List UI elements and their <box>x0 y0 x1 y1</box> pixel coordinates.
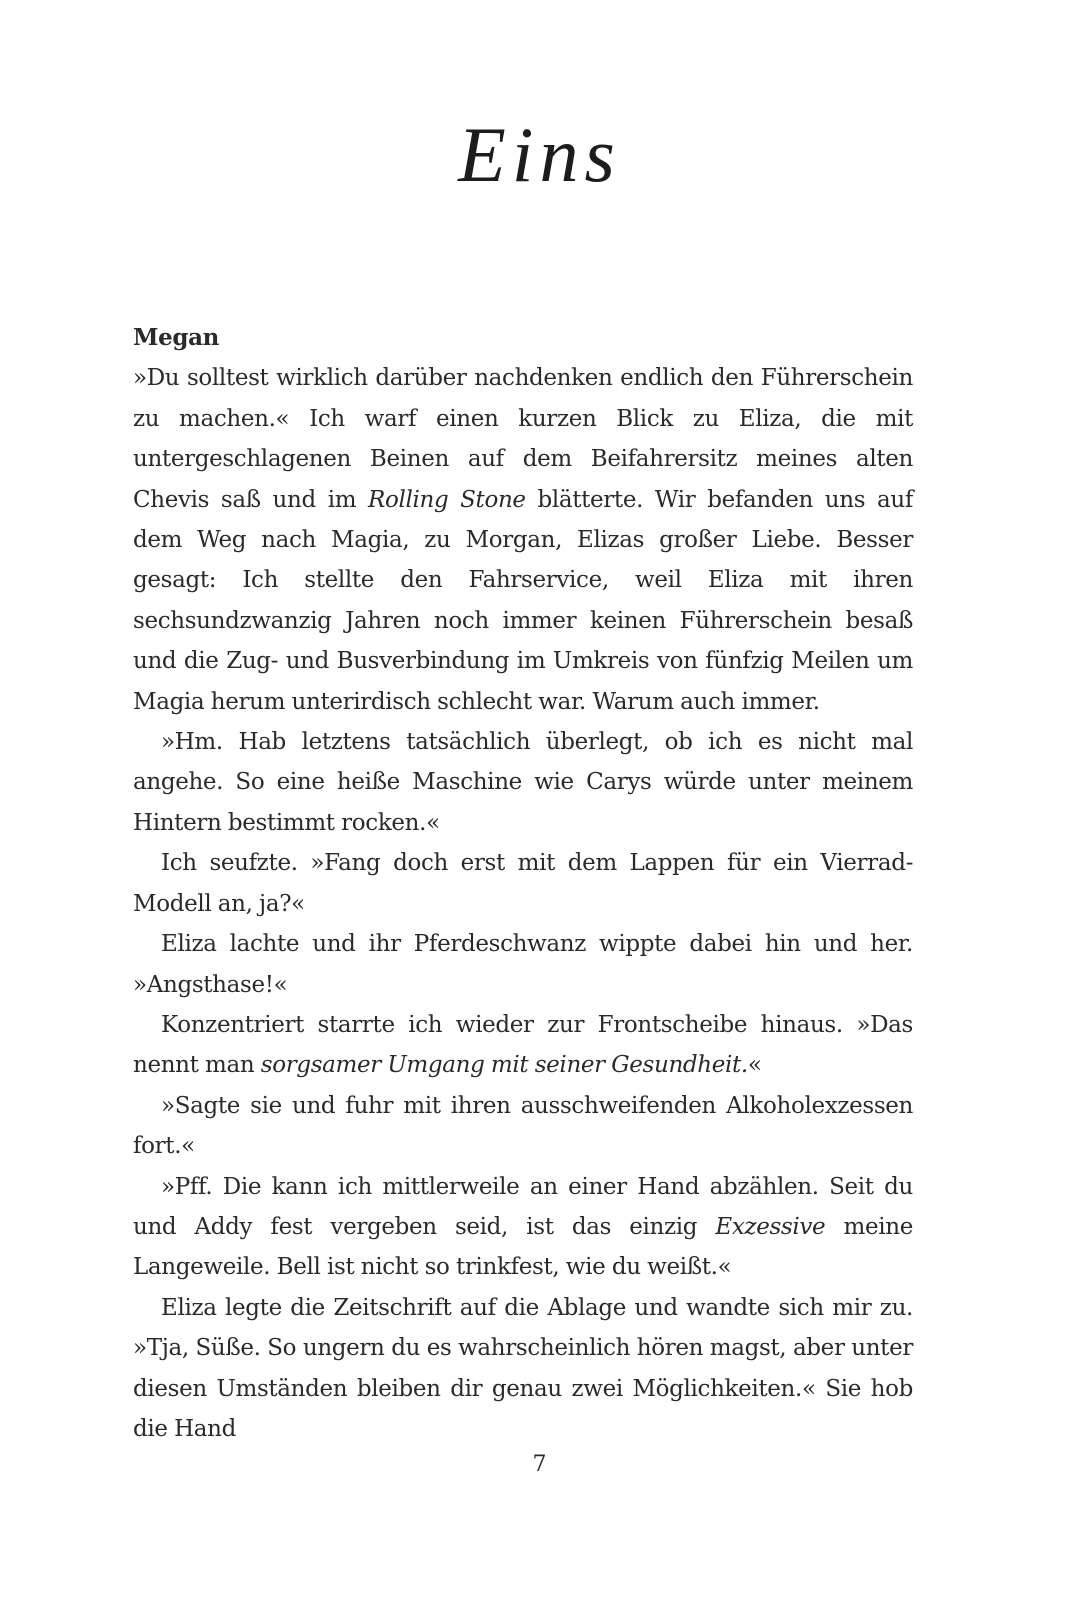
paragraph-1-rest: blätterte. Wir befanden uns auf dem Weg nach Magia, zu Morgan, Elizas großer Liebe. Besser gesagt: Ich stellte den Fahrservice, weil Eliza mit ihren sechsundzwanzig Jahren noch immer keinen Führerschein besaß und die Zug- und Busverbindung im Umkreis von fünfzig Meilen um Magia herum unterirdisch schlecht war. Warum auch immer. <box>133 486 913 715</box>
page-number: 7 <box>532 1452 547 1477</box>
paragraph-5-start: Konzentriert starrte ich wieder zur Frontscheibe hinaus. »Das nennt man <box>133 1011 913 1079</box>
paragraph-5 <box>133 1005 913 1086</box>
paragraph-2: »Hm. Hab letztens tatsächlich überlegt, ob ich es nicht mal angehe. So eine heiße Maschine wie Carys würde unter meinem Hintern bestimmt rocken.« <box>133 729 913 836</box>
paragraph-5-end: « <box>747 1052 762 1079</box>
paragraph-7-start: »Pff. Die kann ich mittlerweile an einer Hand abzählen. Seit du und Addy fest vergeben seid, ist das einzig <box>133 1173 913 1240</box>
paragraph-8: Eliza legte die Zeitschrift auf die Ablage und wandte sich mir zu. »Tja, Süße. So ungern du es wahrscheinlich hören magst, aber unter diesen Umständen bleiben dir genau zwei Möglichkeiten.« Sie hob die Hand <box>133 1294 913 1442</box>
speaker-name: Megan <box>133 324 220 351</box>
paragraph-1-text: »Du solltest wirklich darüber nachdenken endlich den Führerschein zu machen.« Ich warf einen kurzen Blick zu Eliza, die mit untergeschlagenen Beinen auf dem Beifahrersitz meines alten Chevis saß und im <box>133 365 913 513</box>
paragraph-7-italic: Exzessive <box>715 1213 826 1240</box>
paragraph-6: »Sagte sie und fuhr mit ihren ausschweifenden Alkoholexzessen fort.« <box>133 1092 913 1160</box>
paragraph-4: Eliza lachte und ihr Pferdeschwanz wippte dabei hin und her. »Angsthase!« <box>133 931 913 998</box>
chapter-title: Eins <box>458 111 621 198</box>
paragraph-5-italic: sorgsamer Umgang mit seiner Gesundheit. <box>260 1052 748 1079</box>
body-text <box>133 318 913 1449</box>
paragraph-7 <box>133 1167 913 1288</box>
paragraph-7-end: meine Langeweile. Bell ist nicht so trinkfest, wie du weißt.« <box>133 1213 913 1281</box>
paragraph-3: Ich seufzte. »Fang doch erst mit dem Lappen für ein Vierrad-Modell an, ja?« <box>133 850 913 917</box>
paragraph-1 <box>133 358 913 722</box>
magazine-title: Rolling Stone <box>368 486 526 513</box>
